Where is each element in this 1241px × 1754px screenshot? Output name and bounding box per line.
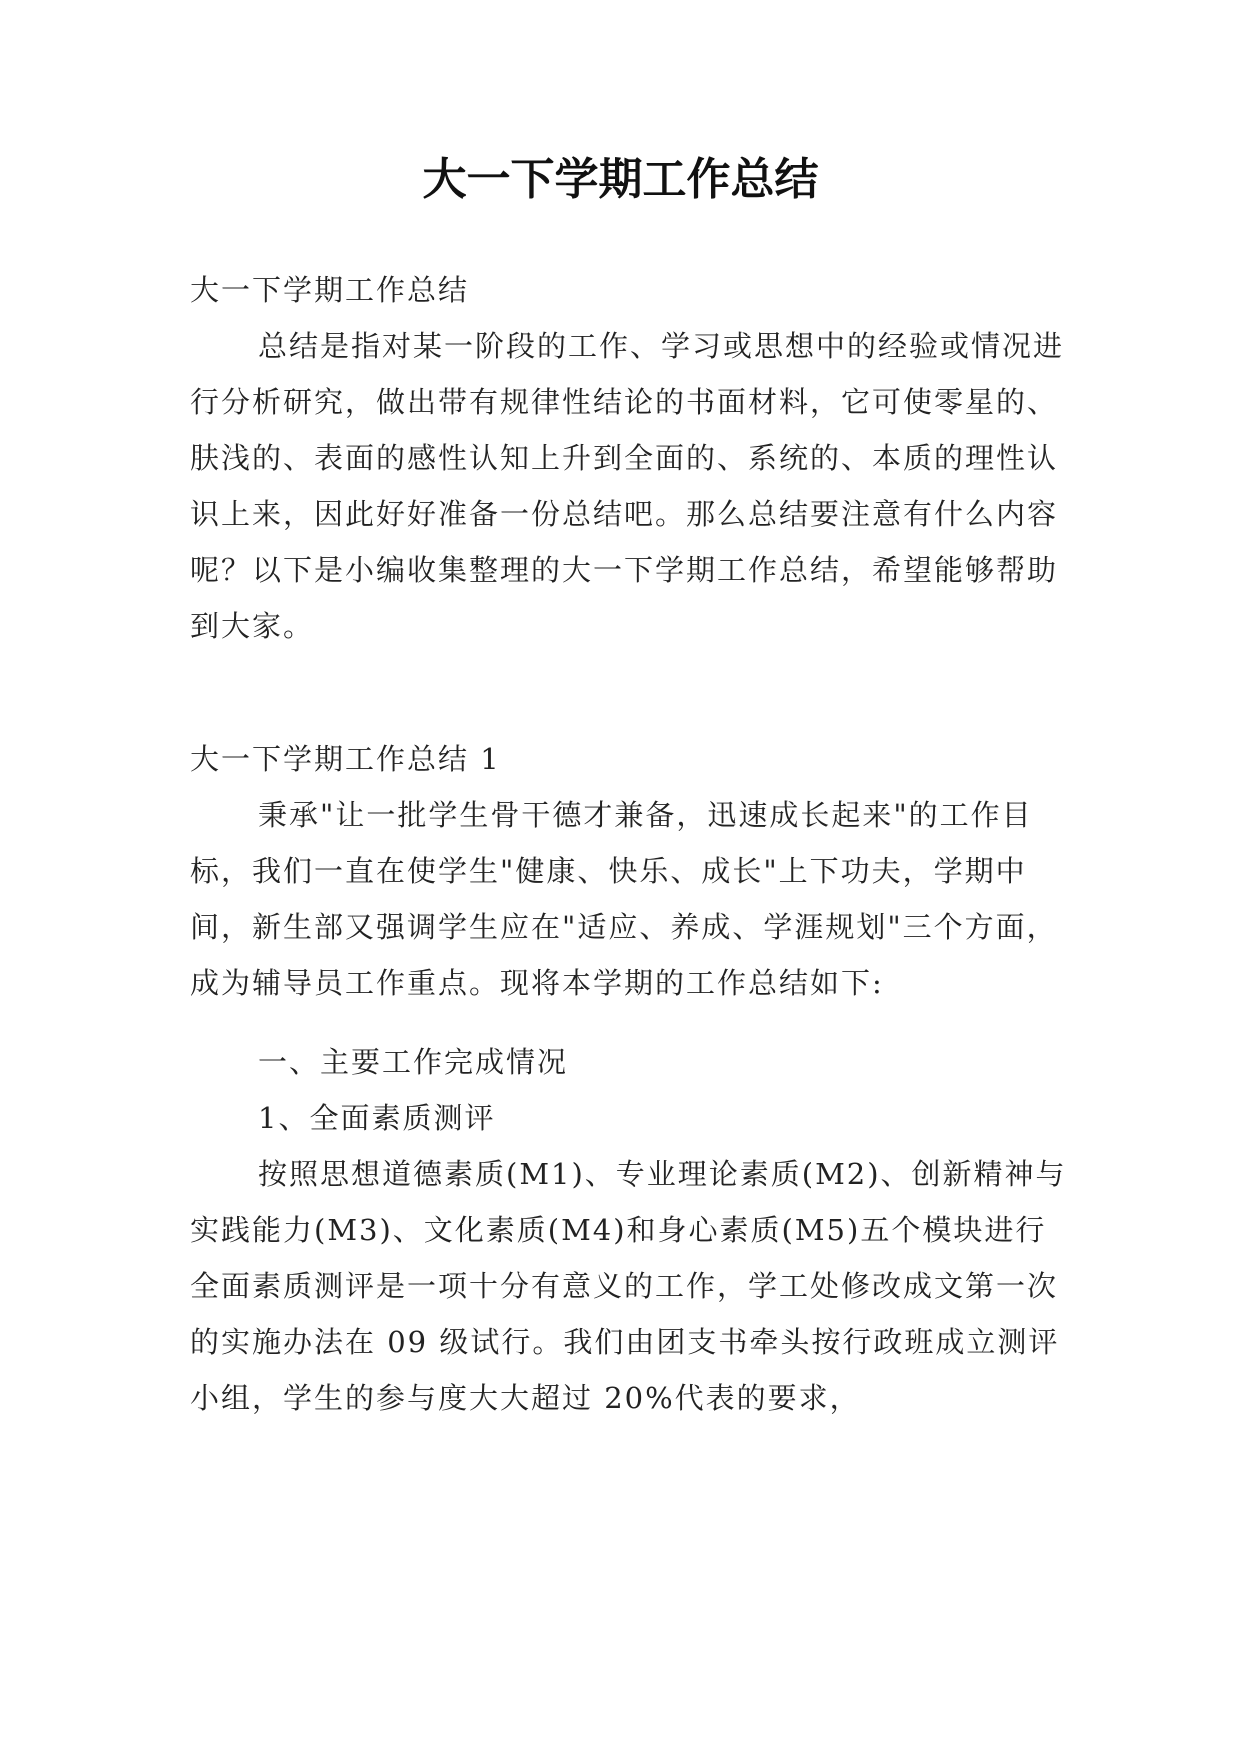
intro-paragraph: 总结是指对某一阶段的工作、学习或思想中的经验或情况进行分析研究，做出带有规律性结论的书面材料，它可使零星的、肤浅的、表面的感性认知上升到全面的、系统的、本质的理性认识上来，因此好好准备一份总结吧。那么总结要注意有什么内容呢？以下是小编收集整理的大一下学期工作总结，希望能够帮助到大家。: [190, 329, 1065, 643]
section-1: [190, 731, 1070, 1011]
quality-assessment-heading: 1、全面素质测评: [258, 1101, 496, 1135]
quality-assessment-paragraph: 按照思想道德素质(M1)、专业理论素质(M2)、创新精神与实践能力(M3)、文化素质(M4)和身心素质(M5)五个模块进行全面素质测评是一项十分有意义的工作，学工处修改成文第一次的实施办法在 09 级试行。我们由团支书牵头按行政班成立测评小组，学生的参与度大大超过 20%代表的要求，: [190, 1157, 1067, 1415]
document-subtitle: 大一下学期工作总结: [190, 273, 470, 307]
main-work-heading: 一、主要工作完成情况: [258, 1045, 569, 1079]
section-1-title: 大一下学期工作总结 1: [190, 742, 501, 776]
section-1-paragraph: 秉承"让一批学生骨干德才兼备，迅速成长起来"的工作目标，我们一直在使学生"健康、快乐、成长"上下功夫，学期中间，新生部又强调学生应在"适应、养成、学涯规划"三个方面，成为辅导员工作重点。现将本学期的工作总结如下:: [190, 798, 1058, 1000]
work-summary-section: [190, 1034, 1070, 1426]
document-title: 大一下学期工作总结: [422, 154, 819, 205]
intro-section: [190, 262, 1070, 654]
